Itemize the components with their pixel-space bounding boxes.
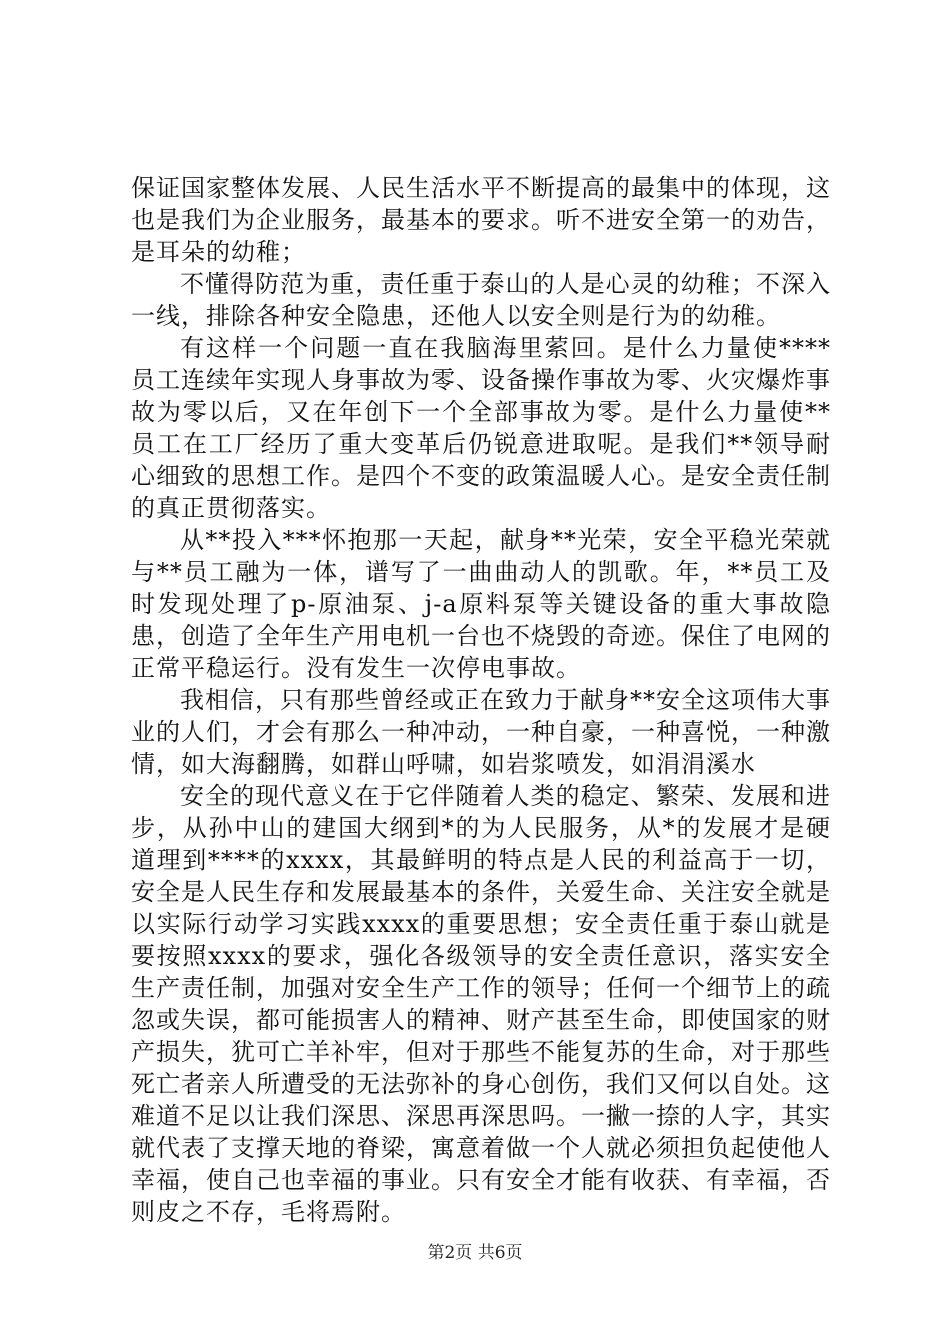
page-number-footer: 第2页 共6页 bbox=[427, 1243, 523, 1263]
paragraph-3: 有这样一个问题一直在我脑海里萦回。是什么力量使****员工连续年实现人身事故为零、设备操作事故为零、火灾爆炸事故为零以后，又在年创下一个全部事故为零。是什么力量使**员工在工厂经历了重大变革后仍锐意进取呢。是我们**领导耐心细致的思想工作。是四个不变的政策温暖人心。是安全责任制的真正贯彻落实。 bbox=[131, 334, 831, 522]
paragraph-5: 我相信，只有那些曾经或正在致力于献身**安全这项伟大事业的人们，才会有那么一种冲动，一种自豪，一种喜悦，一种激情，如大海翻腾，如群山呼啸，如岩浆喷发，如涓涓溪水 bbox=[131, 686, 831, 778]
paragraph-4: 从**投入***怀抱那一天起，献身**光荣，安全平稳光荣就与**员工融为一体，谱写了一曲曲动人的凯歌。年，**员工及时发现处理了p-原油泵、j-a原料泵等关键设备的重大事故隐患，创造了全年生产用电机一台也不烧毁的奇迹。保住了电网的正常平稳运行。没有发生一次停电事故。 bbox=[131, 526, 831, 682]
paragraph-6: 安全的现代意义在于它伴随着人类的稳定、繁荣、发展和进步，从孙中山的建国大纲到*的为人民服务，从*的发展才是硬道理到****的xxxx，其最鲜明的特点是人民的利益高于一切，安全是人民生存和发展最基本的条件，关爱生命、关注安全就是以实际行动学习实践xxxx的重要思想；安全责任重于泰山就是要按照xxxx的要求，强化各级领导的安全责任意识，落实安全生产责任制，加强对安全生产工作的领导；任何一个细节上的疏忽或失误，都可能损害人的精神、财产甚至生命，即使国家的财产损失，犹可亡羊补牢，但对于那些不能复苏的生命，对于那些死亡者亲人所遭受的无法弥补的身心创伤，我们又何以自处。这难道不足以让我们深思、深思再深思吗。一撇一捺的人字，其实就代表了支撑天地的脊梁，寓意着做一个人就必须担负起使他人幸福，使自己也幸福的事业。只有安全才能有收获、有幸福，否则皮之不存，毛将焉附。 bbox=[131, 782, 831, 1226]
paragraph-1: 保证国家整体发展、人民生活水平不断提高的最集中的体现，这也是我们为企业服务，最基本的要求。听不进安全第一的劝告，是耳朵的幼稚； bbox=[131, 174, 831, 266]
document-body bbox=[131, 172, 831, 1228]
paragraph-2: 不懂得防范为重，责任重于泰山的人是心灵的幼稚；不深入一线，排除各种安全隐患，还他人以安全则是行为的幼稚。 bbox=[131, 270, 831, 330]
